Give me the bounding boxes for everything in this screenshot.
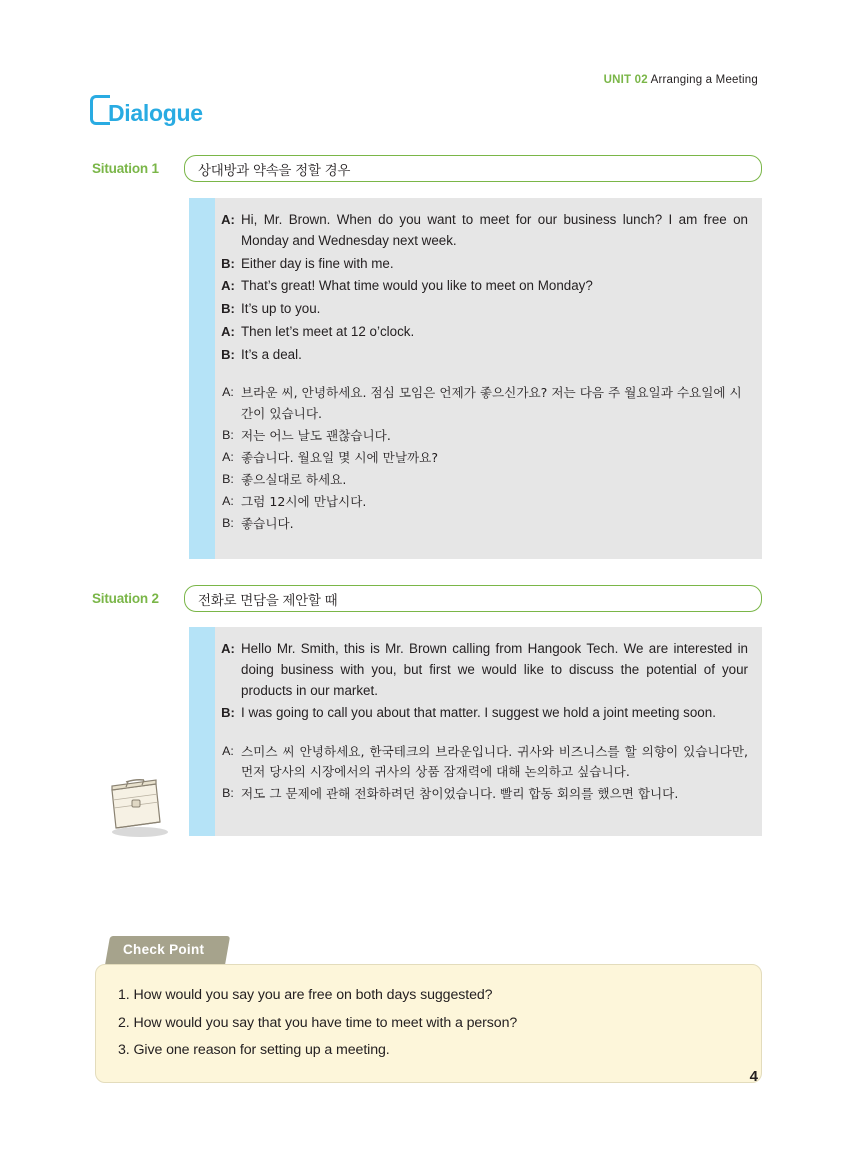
situation-2-header <box>92 585 762 612</box>
dialogue-lines-2 <box>215 627 762 836</box>
section-title-group <box>90 95 203 127</box>
unit-number: UNIT 02 <box>603 74 648 86</box>
line-text: 그럼 12시에 만납시다. <box>241 494 367 510</box>
line-text: Then let’s meet at 12 o’clock. <box>241 323 415 339</box>
speaker-label: B: <box>221 705 235 721</box>
speaker-label: A: <box>222 449 234 464</box>
checkpoint-item: 1. How would you say you are free on both days suggested? <box>118 987 493 1003</box>
checkpoint-item: 3. Give one reason for setting up a meeting. <box>118 1042 390 1059</box>
dialogue-lines-1 <box>215 198 762 559</box>
dialogue-line <box>215 345 748 366</box>
checkpoint-item: 2. How would you say that you have time to meet with a person? <box>118 1014 518 1031</box>
line-text: 좋습니다. <box>241 516 294 532</box>
dialogue-line-translation <box>215 784 748 804</box>
dialogue-line-translation <box>215 426 748 446</box>
situation-1-heading: 상대방과 약속을 정할 경우 <box>184 155 762 182</box>
speaker-label: A: <box>222 385 234 400</box>
line-text: It’s a deal. <box>241 346 302 362</box>
dialogue-block-2 <box>189 627 762 836</box>
dialogue-line <box>215 639 748 701</box>
bracket-decoration-icon <box>90 95 110 125</box>
running-header <box>604 74 758 86</box>
dialogue-line-translation <box>215 470 748 490</box>
dialogue-line-translation <box>215 514 748 534</box>
line-text: 브라운 씨, 안녕하세요. 점심 모임은 언제가 좋으신가요? 저는 다음 주 월요일과 수요일에 시간이 있습니다. <box>241 385 742 421</box>
spacer <box>215 726 748 742</box>
speaker-label: A: <box>221 278 235 294</box>
line-text: 저도 그 문제에 관해 전화하려던 참이었습니다. 빨리 합동 회의를 했으면 합니다. <box>241 786 679 802</box>
situation-1-label: Situation 1 <box>92 161 159 176</box>
dialogue-block-1 <box>189 198 762 559</box>
speaker-label: B: <box>222 516 234 531</box>
speaker-label: A: <box>222 494 234 509</box>
speaker-label: B: <box>222 427 234 442</box>
spacer <box>215 367 748 383</box>
line-text: It’s up to you. <box>241 301 321 317</box>
line-text: 스미스 씨 안녕하세요, 한국테크의 브라운입니다. 귀사와 비즈니스를 할 의향이 있습니다만, 먼저 당사의 시장에서의 귀사의 상품 잠재력에 대해 논의하고 싶습니다. <box>241 744 748 780</box>
line-text: 좋으실대로 하세요. <box>241 471 347 487</box>
speaker-label: B: <box>221 301 235 317</box>
line-text: 저는 어느 날도 괜찮습니다. <box>241 427 391 443</box>
speaker-label: A: <box>221 323 235 339</box>
dialogue-line-translation <box>215 448 748 468</box>
dialogue-line <box>215 703 748 724</box>
line-text: I was going to call you about that matter. I suggest we hold a joint meeting soon. <box>241 705 716 721</box>
speaker-label: B: <box>221 346 235 362</box>
speaker-label: A: <box>221 212 235 227</box>
dialogue-line-translation <box>215 742 748 782</box>
speaker-label: A: <box>222 744 234 759</box>
checkpoint-tab <box>105 936 225 965</box>
dialogue-line-translation <box>215 383 748 423</box>
situation-2-heading: 전화로 면담을 제안할 때 <box>184 585 762 612</box>
speaker-label: B: <box>221 255 235 271</box>
unit-title: Arranging a Meeting <box>650 74 758 86</box>
briefcase-icon <box>96 770 176 840</box>
page-number: 4 <box>749 1068 758 1085</box>
dialogue-line <box>215 299 748 320</box>
checkpoint-box <box>95 964 762 1083</box>
situation-2-label: Situation 2 <box>92 591 159 606</box>
speaker-strip-1 <box>189 198 215 559</box>
speaker-label: B: <box>222 471 234 486</box>
line-text: 좋습니다. 월요일 몇 시에 만날까요? <box>241 449 439 465</box>
line-text: Either day is fine with me. <box>241 255 394 271</box>
dialogue-line <box>215 210 748 252</box>
speaker-label: B: <box>222 786 234 801</box>
dialogue-line <box>215 254 748 275</box>
dialogue-line <box>215 276 748 297</box>
dialogue-line <box>215 322 748 343</box>
line-text: Hi, Mr. Brown. When do you want to meet for our business lunch? I am free on Monday and Wednesday next week. <box>241 212 748 248</box>
checkpoint-tab-label: Check Point <box>123 942 205 957</box>
dialogue-line-translation <box>215 492 748 512</box>
speaker-label: A: <box>221 641 235 656</box>
line-text: That’s great! What time would you like to meet on Monday? <box>241 278 593 294</box>
situation-1-header <box>92 155 762 182</box>
line-text: Hello Mr. Smith, this is Mr. Brown calling from Hangook Tech. We are interested in doing business with you, but first we would like to discuss the potential of your products in our market. <box>241 641 748 698</box>
page-title: Dialogue <box>108 100 203 126</box>
speaker-strip-2 <box>189 627 215 836</box>
